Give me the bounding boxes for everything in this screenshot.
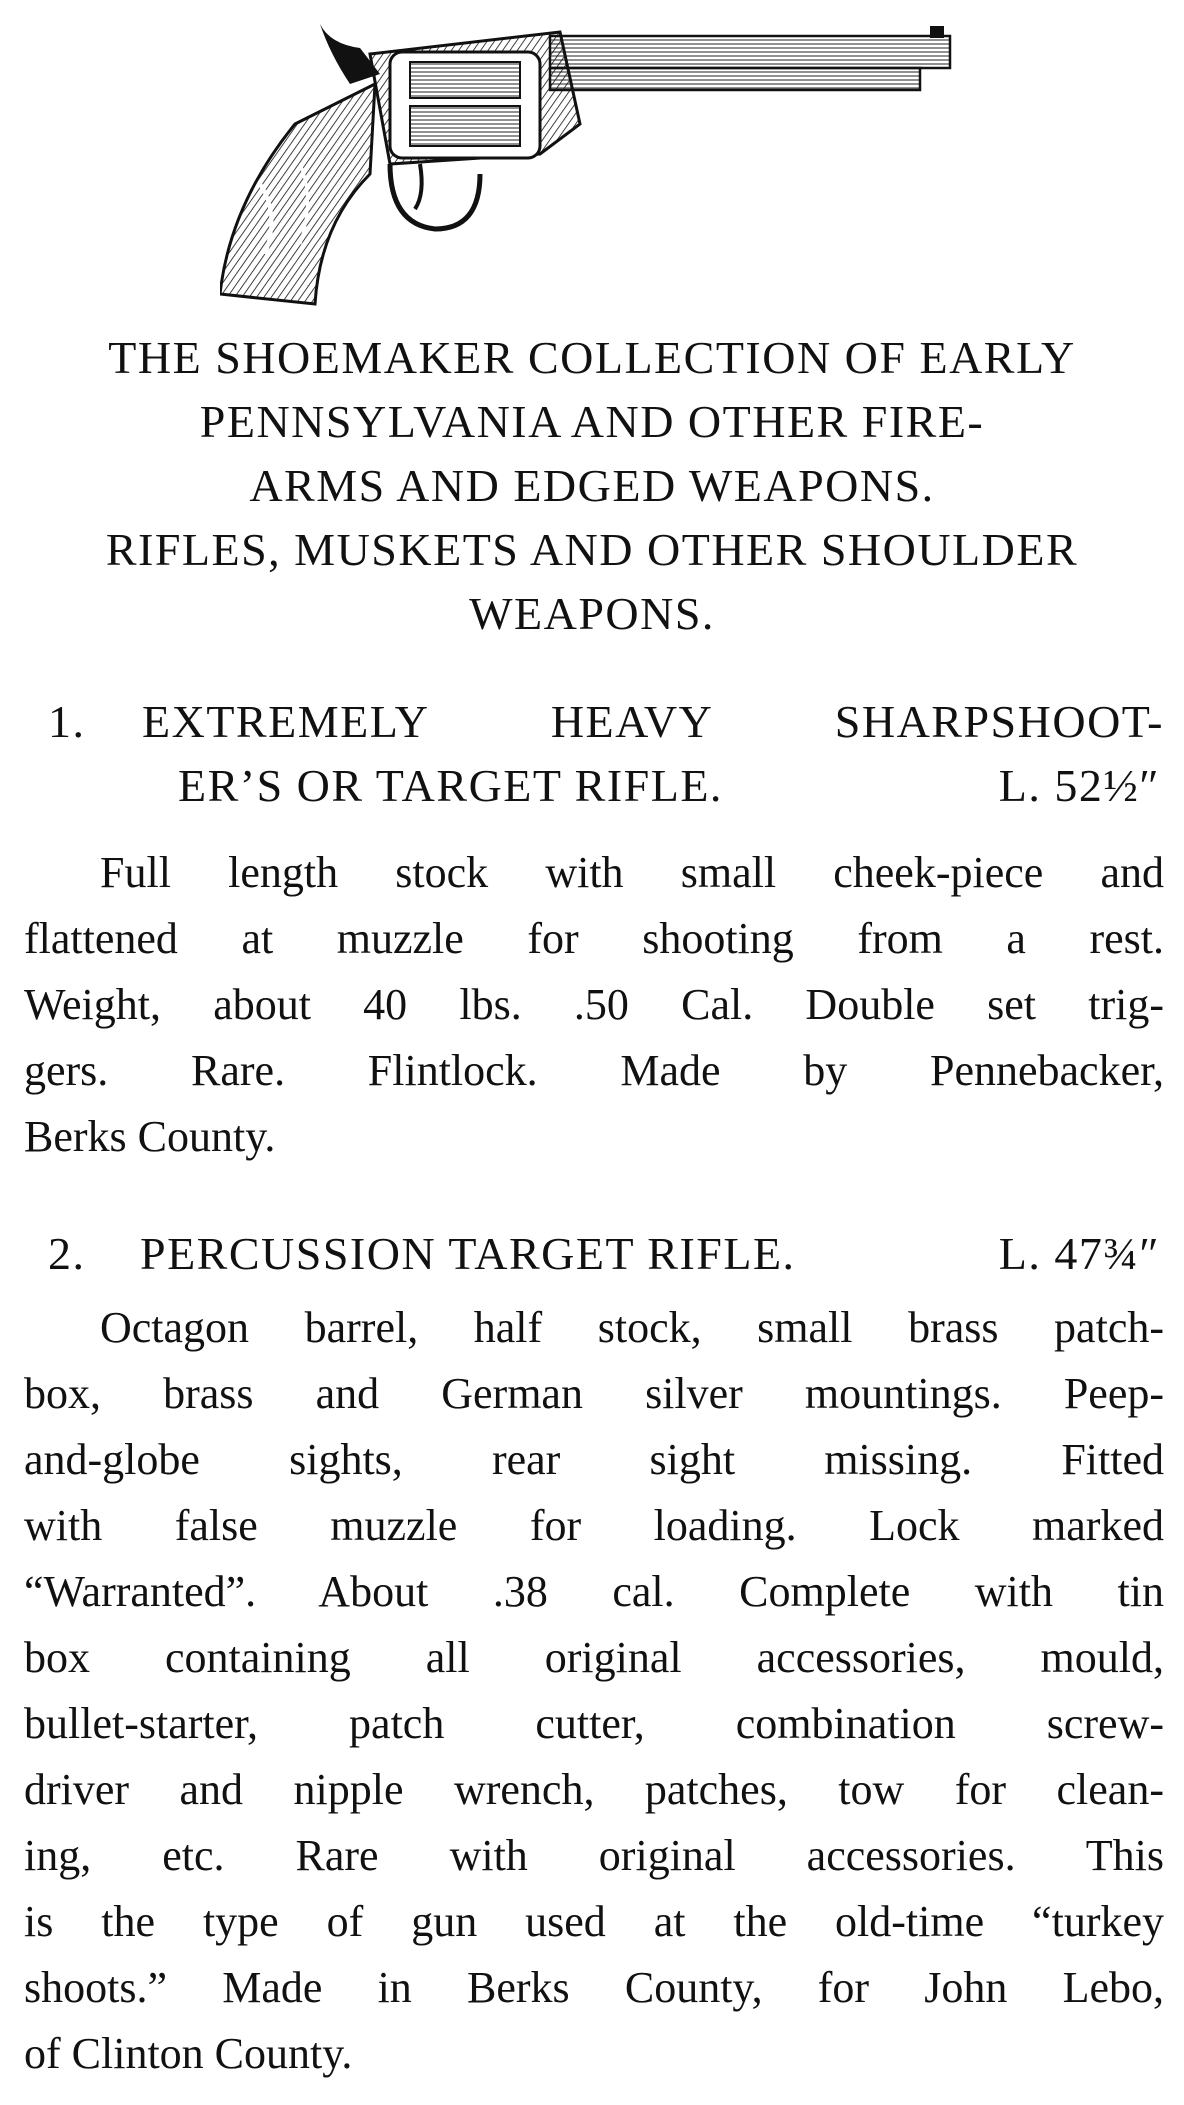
lot-1-title-row-1: [0, 690, 1184, 754]
description-line: ing, etc. Rare with original accessories. This: [24, 1831, 1164, 1880]
description-line: flattened at muzzle for shooting from a rest.: [24, 914, 1164, 963]
lot-1-title-row-2: [0, 754, 1184, 818]
description-line: bullet-starter, patch cutter, combination screw-: [24, 1699, 1164, 1748]
collection-heading: [0, 326, 1184, 646]
description-line: box, brass and German silver mountings. Peep-: [24, 1369, 1164, 1418]
lot-length: L. 47¾″: [998, 1228, 1160, 1279]
description-line: Octagon barrel, half stock, small brass patch-: [100, 1303, 1164, 1352]
heading-line: PENNSYLVANIA AND OTHER FIRE-: [199, 396, 985, 447]
lot-number: 2.: [48, 1228, 86, 1279]
lot-1-description: [24, 840, 1164, 1170]
lot-2-description: [24, 1295, 1164, 2087]
description-line: “Warranted”. About .38 cal. Complete with tin: [24, 1567, 1164, 1616]
lot-number: 1.: [48, 696, 86, 747]
heading-line: WEAPONS.: [469, 588, 715, 639]
description-line: Berks County.: [24, 1112, 276, 1161]
lot-2-title-row: [0, 1222, 1184, 1286]
description-line: Full length stock with small cheek-piece and: [100, 848, 1164, 897]
lot-title: EXTREMELY HEAVY SHARPSHOOT-: [142, 696, 1164, 747]
description-line: driver and nipple wrench, patches, tow for clean-: [24, 1765, 1164, 1814]
description-line: and-globe sights, rear sight missing. Fitted: [24, 1435, 1164, 1484]
lot-length: L. 52½″: [998, 760, 1160, 811]
description-line: box containing all original accessories, mould,: [24, 1633, 1164, 1682]
description-line: with false muzzle for loading. Lock marked: [24, 1501, 1164, 1550]
heading-line: THE SHOEMAKER COLLECTION OF EARLY: [108, 332, 1076, 383]
description-line: shoots.” Made in Berks County, for John Lebo,: [24, 1963, 1164, 2012]
description-line: of Clinton County.: [24, 2029, 353, 2078]
lot-title: PERCUSSION TARGET RIFLE.: [140, 1228, 796, 1279]
heading-line: RIFLES, MUSKETS AND OTHER SHOULDER: [105, 524, 1079, 575]
lot-title-continued: ER’S OR TARGET RIFLE.: [178, 760, 723, 811]
description-line: is the type of gun used at the old-time “turkey: [24, 1897, 1164, 1946]
revolver-illustration: [220, 14, 980, 310]
lot-1: [0, 690, 1184, 818]
heading-line: ARMS AND EDGED WEAPONS.: [249, 460, 935, 511]
lot-2: [0, 1222, 1184, 1286]
description-line: Weight, about 40 lbs. .50 Cal. Double set trig-: [24, 980, 1164, 1029]
description-line: gers. Rare. Flintlock. Made by Pennebacker,: [24, 1046, 1164, 1095]
